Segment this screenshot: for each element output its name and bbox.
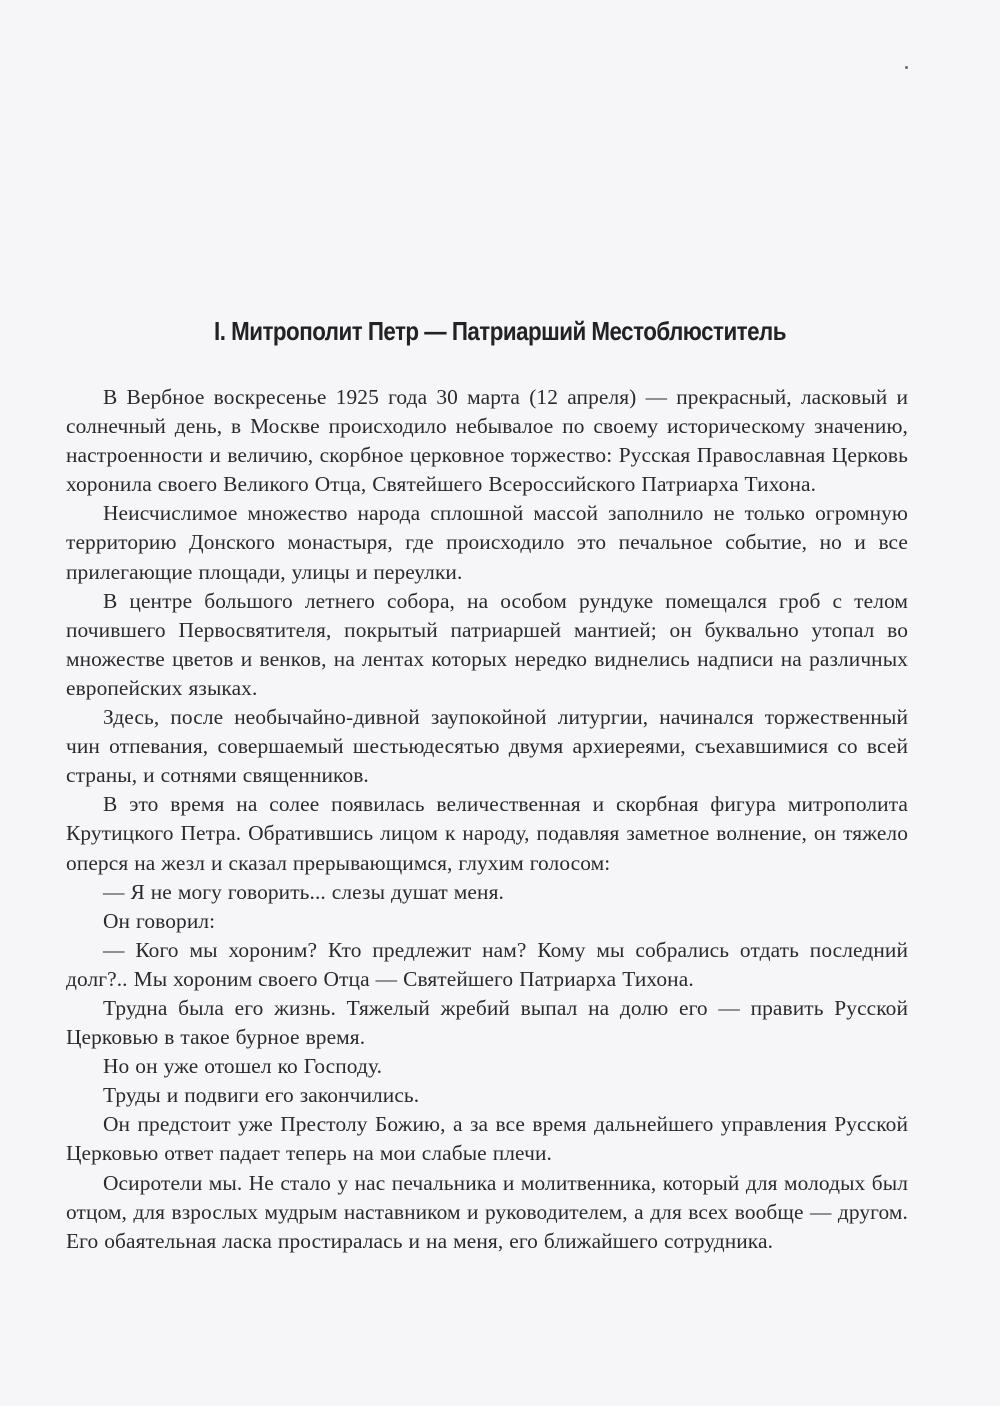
- paragraph: Осиротели мы. Не стало у нас печальника и молитвенника, который для молодых был отцом, для взрослых мудрым наставником и руководителем, а для всех вообще — другом. Его обаятельная ласка простиралась и на меня, его ближайшего сотрудника.: [66, 1170, 908, 1253]
- chapter-title: I. Митрополит Петр — Патриарший Местоблюститель: [214, 316, 786, 346]
- paragraph: Он предстоит уже Престолу Божию, а за все время дальнейшего управления Русской Церковью ответ падает теперь на мои слабые плечи.: [66, 1112, 908, 1166]
- paragraph: Неисчислимое множество народа сплошной массой заполнило не только огромную территорию Донского монастыря, где происходило это печальное событие, но и все прилегающие площади, улицы и переулки.: [66, 501, 908, 584]
- paragraph: Но он уже отошел ко Господу.: [103, 1054, 383, 1079]
- paragraph: В это время на солее появилась величественная и скорбная фигура митрополита Крутицкого Петра. Обратившись лицом к народу, подавляя заметное волнение, он тяжело оперся на жезл и сказал прерывающимся, глухим голосом:: [66, 792, 908, 875]
- paragraph: — Кого мы хороним? Кто предлежит нам? Кому мы собрались отдать последний долг?.. Мы хороним своего Отца — Святейшего Патриарха Тихона.: [66, 937, 908, 991]
- paragraph: Здесь, после необычайно-дивной заупокойной литургии, начинался торжественный чин отпевания, совершаемый шестьюдесятью двумя архиереями, съехавшимися со всей страны, и сотнями священников.: [66, 705, 908, 788]
- paragraph: — Я не могу говорить... слезы душат меня.: [103, 879, 504, 904]
- chapter-text: [66, 383, 908, 1256]
- paragraph: Он говорил:: [103, 908, 216, 933]
- print-speck: [905, 66, 908, 69]
- paragraph: Труды и подвиги его закончились.: [103, 1083, 420, 1108]
- paragraph: Трудна была его жизнь. Тяжелый жребий выпал на долю его — править Русской Церковью в такое бурное время.: [66, 995, 908, 1050]
- paragraph: В Вербное воскресенье 1925 года 30 марта (12 апреля) — прекрасный, ласковый и солнечный день, в Москве происходило небывалое по своему историческому значению, настроенности и величию, скорбное церковное торжество: Русская Православная Церковь хоронила своего Великого Отца, Святейшего Всероссийского Патриарха Тихона.: [66, 385, 908, 497]
- paragraph: В центре большого летнего собора, на особом рундуке помещался гроб с телом почившего Первосвятителя, покрытый патриаршей мантией; он буквально утопал во множестве цветов и венков, на лентах которых нередко виднелись надписи на различных европейских языках.: [66, 588, 908, 700]
